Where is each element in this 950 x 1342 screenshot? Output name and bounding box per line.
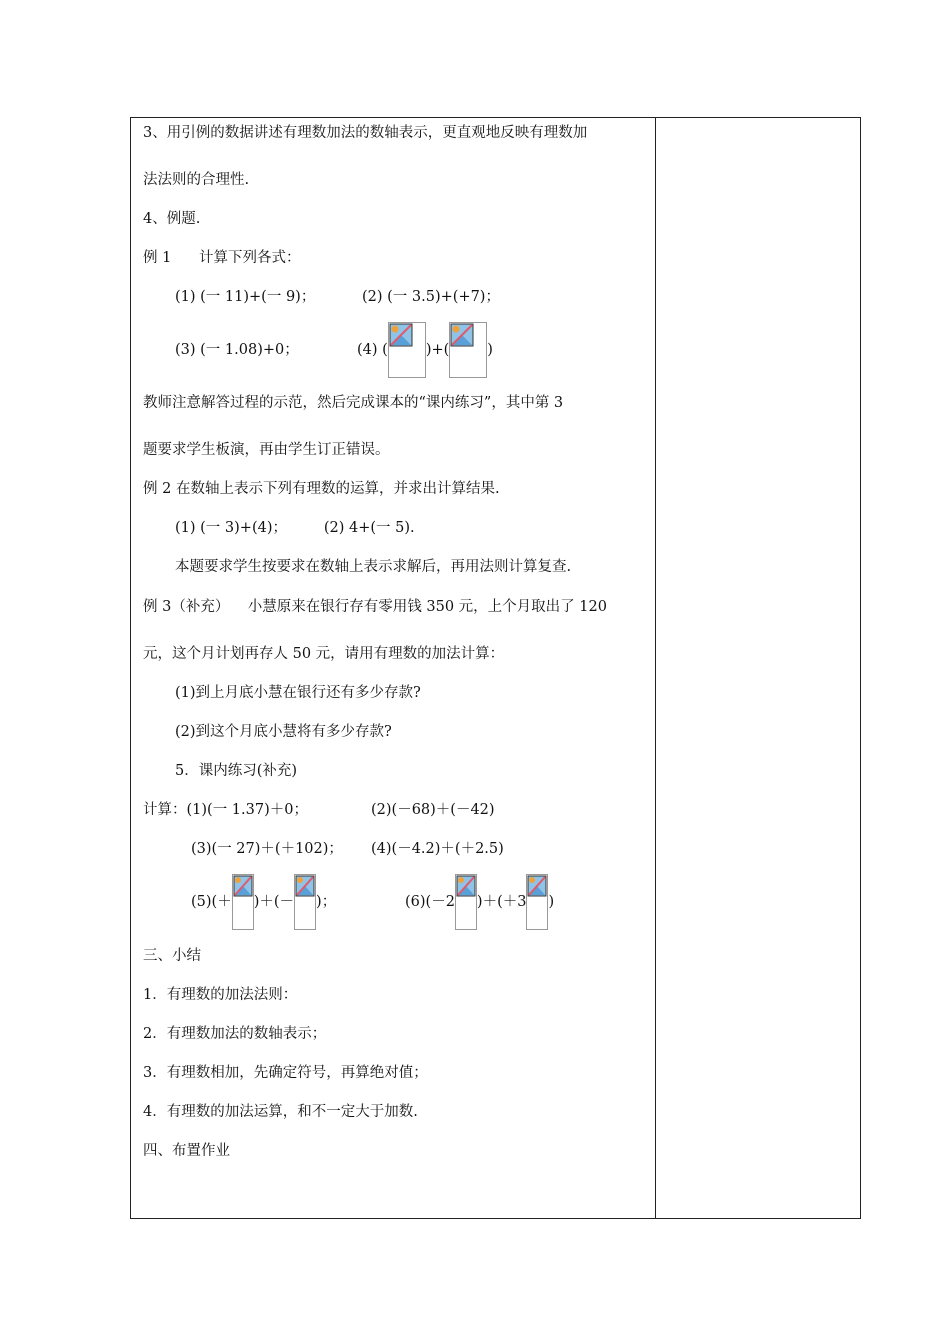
example-1-q4-close: ) <box>487 342 493 358</box>
example-1-q4 <box>357 322 493 378</box>
broken-image-icon <box>294 874 316 930</box>
broken-image-icon <box>232 874 254 930</box>
calc-item-6-close: ) <box>548 894 555 910</box>
teacher-note-line1: 教师注意解答过程的示范，然后完成课本的“课内练习”，其中第 3 <box>143 395 564 411</box>
summary-item-3: 3．有理数相加，先确定符号，再算绝对值； <box>143 1065 428 1081</box>
calc-item-5-mid: )＋(－ <box>253 894 295 910</box>
lesson-table <box>130 117 861 1219</box>
example-1-q3: (3) (一 1.08)+0； <box>175 342 299 358</box>
example-2-questions: (1) (一 3)+(4)； (2) 4+(一 5). <box>175 520 415 536</box>
example-1-q2: (2) (一 3.5)+(+7)； <box>362 289 500 305</box>
broken-image-icon <box>526 874 548 930</box>
summary-item-4: 4．有理数的加法运算，和不一定大于加数. <box>143 1104 418 1120</box>
calc-item-4: (4)(－4.2)＋(＋2.5) <box>371 841 504 857</box>
teacher-note-line2: 题要求学生板演，再由学生订正错误。 <box>143 442 390 458</box>
column-divider <box>655 118 656 1218</box>
example-1-q4-open: (4) ( <box>357 342 388 358</box>
example-2-note: 本题要求学生按要求在数轴上表示求解后，再用法则计算复查. <box>175 559 572 575</box>
paragraph-3-line1: 3、用引例的数据讲述有理数加法的数轴表示，更直观地反映有理数加 <box>143 125 588 141</box>
paragraph-4: 4、例题. <box>143 211 201 227</box>
example-1-q1: (1) (一 11)+(一 9)； <box>175 289 316 305</box>
example-3-line1: 例 3（补充） 小慧原来在银行存有零用钱 350 元，上个月取出了 120 <box>143 599 607 615</box>
example-3-line2: 元，这个月计划再存人 50 元，请用有理数的加法计算： <box>143 646 505 662</box>
calc-item-1: 计算：(1)(一 1.37)＋0； <box>143 802 308 818</box>
example-3-q1: (1)到上月底小慧在银行还有多少存款? <box>175 685 421 701</box>
example-1-q4-mid: )+( <box>425 342 450 358</box>
summary-item-1: 1．有理数的加法法则： <box>143 987 298 1003</box>
calc-item-6 <box>405 874 554 932</box>
calc-item-3: (3)(一 27)＋(＋102)； <box>191 841 343 857</box>
example-2-heading: 例 2 在数轴上表示下列有理数的运算，并求出计算结果. <box>143 481 500 497</box>
calc-item-6-open: (6)(－2 <box>405 894 455 910</box>
calc-item-2: (2)(－68)＋(－42) <box>371 802 495 818</box>
broken-image-icon <box>388 322 426 378</box>
summary-heading: 三、小结 <box>143 948 201 964</box>
calc-item-5 <box>191 874 336 932</box>
broken-image-icon <box>455 874 477 930</box>
exercise-heading: 5．课内练习(补充) <box>175 763 298 779</box>
paragraph-3-line2: 法法则的合理性. <box>143 172 250 188</box>
example-3-q2: (2)到这个月底小慧将有多少存款? <box>175 724 392 740</box>
homework-heading: 四、布置作业 <box>143 1143 230 1159</box>
broken-image-icon <box>449 322 487 378</box>
calc-item-6-mid: )＋(＋3 <box>476 894 527 910</box>
calc-item-5-open: (5)(＋ <box>191 894 232 910</box>
summary-item-2: 2．有理数加法的数轴表示； <box>143 1026 327 1042</box>
calc-item-5-close: )； <box>316 894 337 910</box>
example-1-heading: 例 1 计算下列各式： <box>143 250 301 266</box>
